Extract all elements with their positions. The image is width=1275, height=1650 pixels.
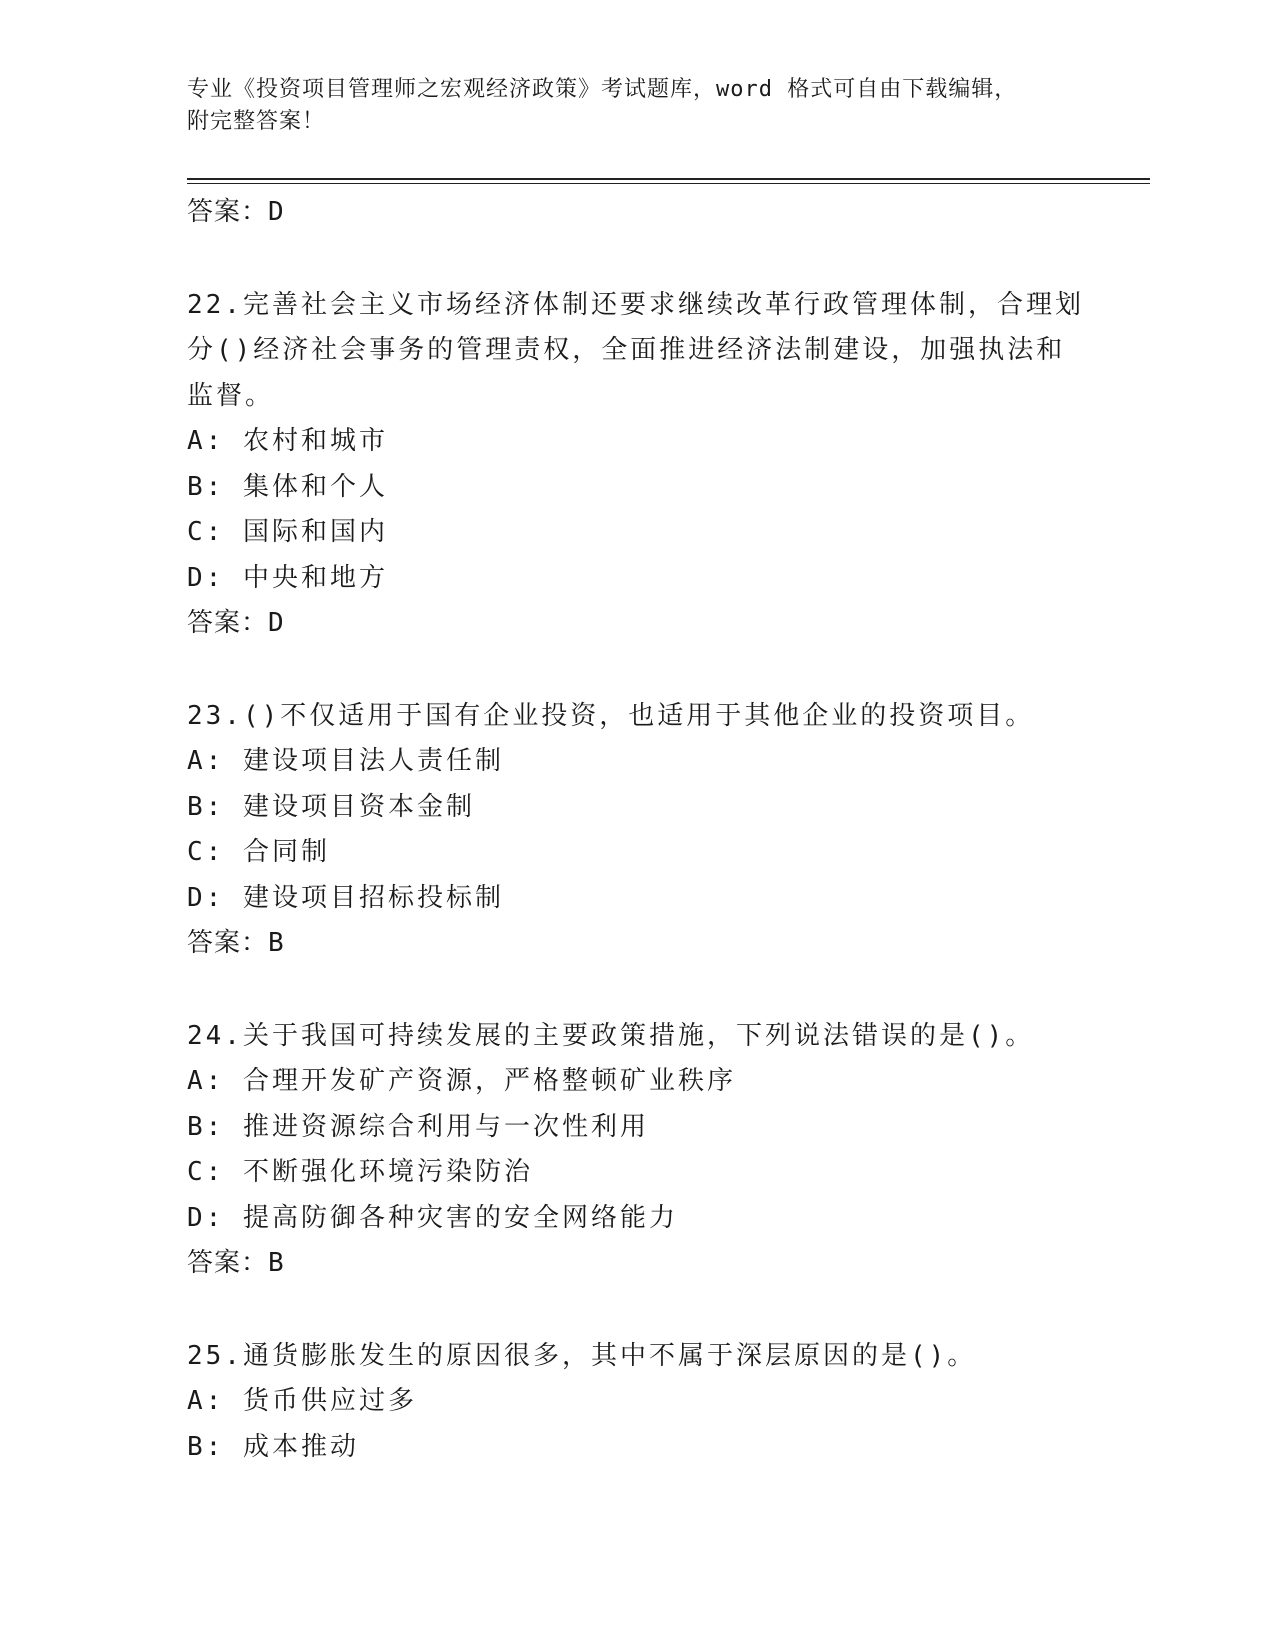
option-a: A: 合理开发矿产资源，严格整顿矿业秩序 xyxy=(187,1066,736,1096)
question-23 xyxy=(187,694,1087,967)
question-text-line: 监督。 xyxy=(187,380,275,411)
spacer xyxy=(187,967,1087,1014)
question-text-line: 23.()不仅适用于国有企业投资，也适用于其他企业的投资项目。 xyxy=(187,700,1035,731)
header-line-1: 专业《投资项目管理师之宏观经济政策》考试题库，word 格式可自由下载编辑， xyxy=(187,77,1018,102)
answer: 答案：B xyxy=(187,928,285,958)
option-c: C: 国际和国内 xyxy=(187,517,388,547)
option-a: A: 货币供应过多 xyxy=(187,1386,417,1416)
question-text-line: 分()经济社会事务的管理责权，全面推进经济法制建设，加强执法和 xyxy=(187,335,1066,365)
spacer xyxy=(187,647,1087,694)
option-b: B: 推进资源综合利用与一次性利用 xyxy=(187,1111,649,1142)
option-d: D: 中央和地方 xyxy=(187,562,388,593)
spacer xyxy=(187,236,1087,283)
question-text-line: 25.通货膨胀发生的原因很多，其中不属于深层原因的是()。 xyxy=(187,1340,977,1371)
question-list xyxy=(187,190,1087,1470)
answer: 答案：B xyxy=(187,1248,285,1278)
page-header xyxy=(187,74,1087,138)
option-c: C: 不断强化环境污染防治 xyxy=(187,1157,533,1187)
option-b: B: 集体和个人 xyxy=(187,471,388,502)
question-text-line: 22.完善社会主义市场经济体制还要求继续改革行政管理体制，合理划 xyxy=(187,289,1084,320)
question-25 xyxy=(187,1334,1087,1471)
question-22 xyxy=(187,283,1087,647)
answer: 答案：D xyxy=(187,608,285,638)
option-d: D: 建设项目招标投标制 xyxy=(187,882,504,913)
option-a: A: 建设项目法人责任制 xyxy=(187,746,504,776)
option-d: D: 提高防御各种灾害的安全网络能力 xyxy=(187,1202,678,1233)
header-line-2: 附完整答案！ xyxy=(187,109,326,134)
question-text-line: 24.关于我国可持续发展的主要政策措施，下列说法错误的是()。 xyxy=(187,1020,1035,1051)
option-b: B: 成本推动 xyxy=(187,1431,359,1462)
header-rule-thick xyxy=(187,178,1150,180)
option-c: C: 合同制 xyxy=(187,837,330,867)
option-b: B: 建设项目资本金制 xyxy=(187,791,475,822)
spacer xyxy=(187,1287,1087,1334)
question-24 xyxy=(187,1014,1087,1287)
option-a: A: 农村和城市 xyxy=(187,426,388,456)
previous-answer: 答案：D xyxy=(187,197,285,227)
header-rule-thin xyxy=(187,183,1150,184)
